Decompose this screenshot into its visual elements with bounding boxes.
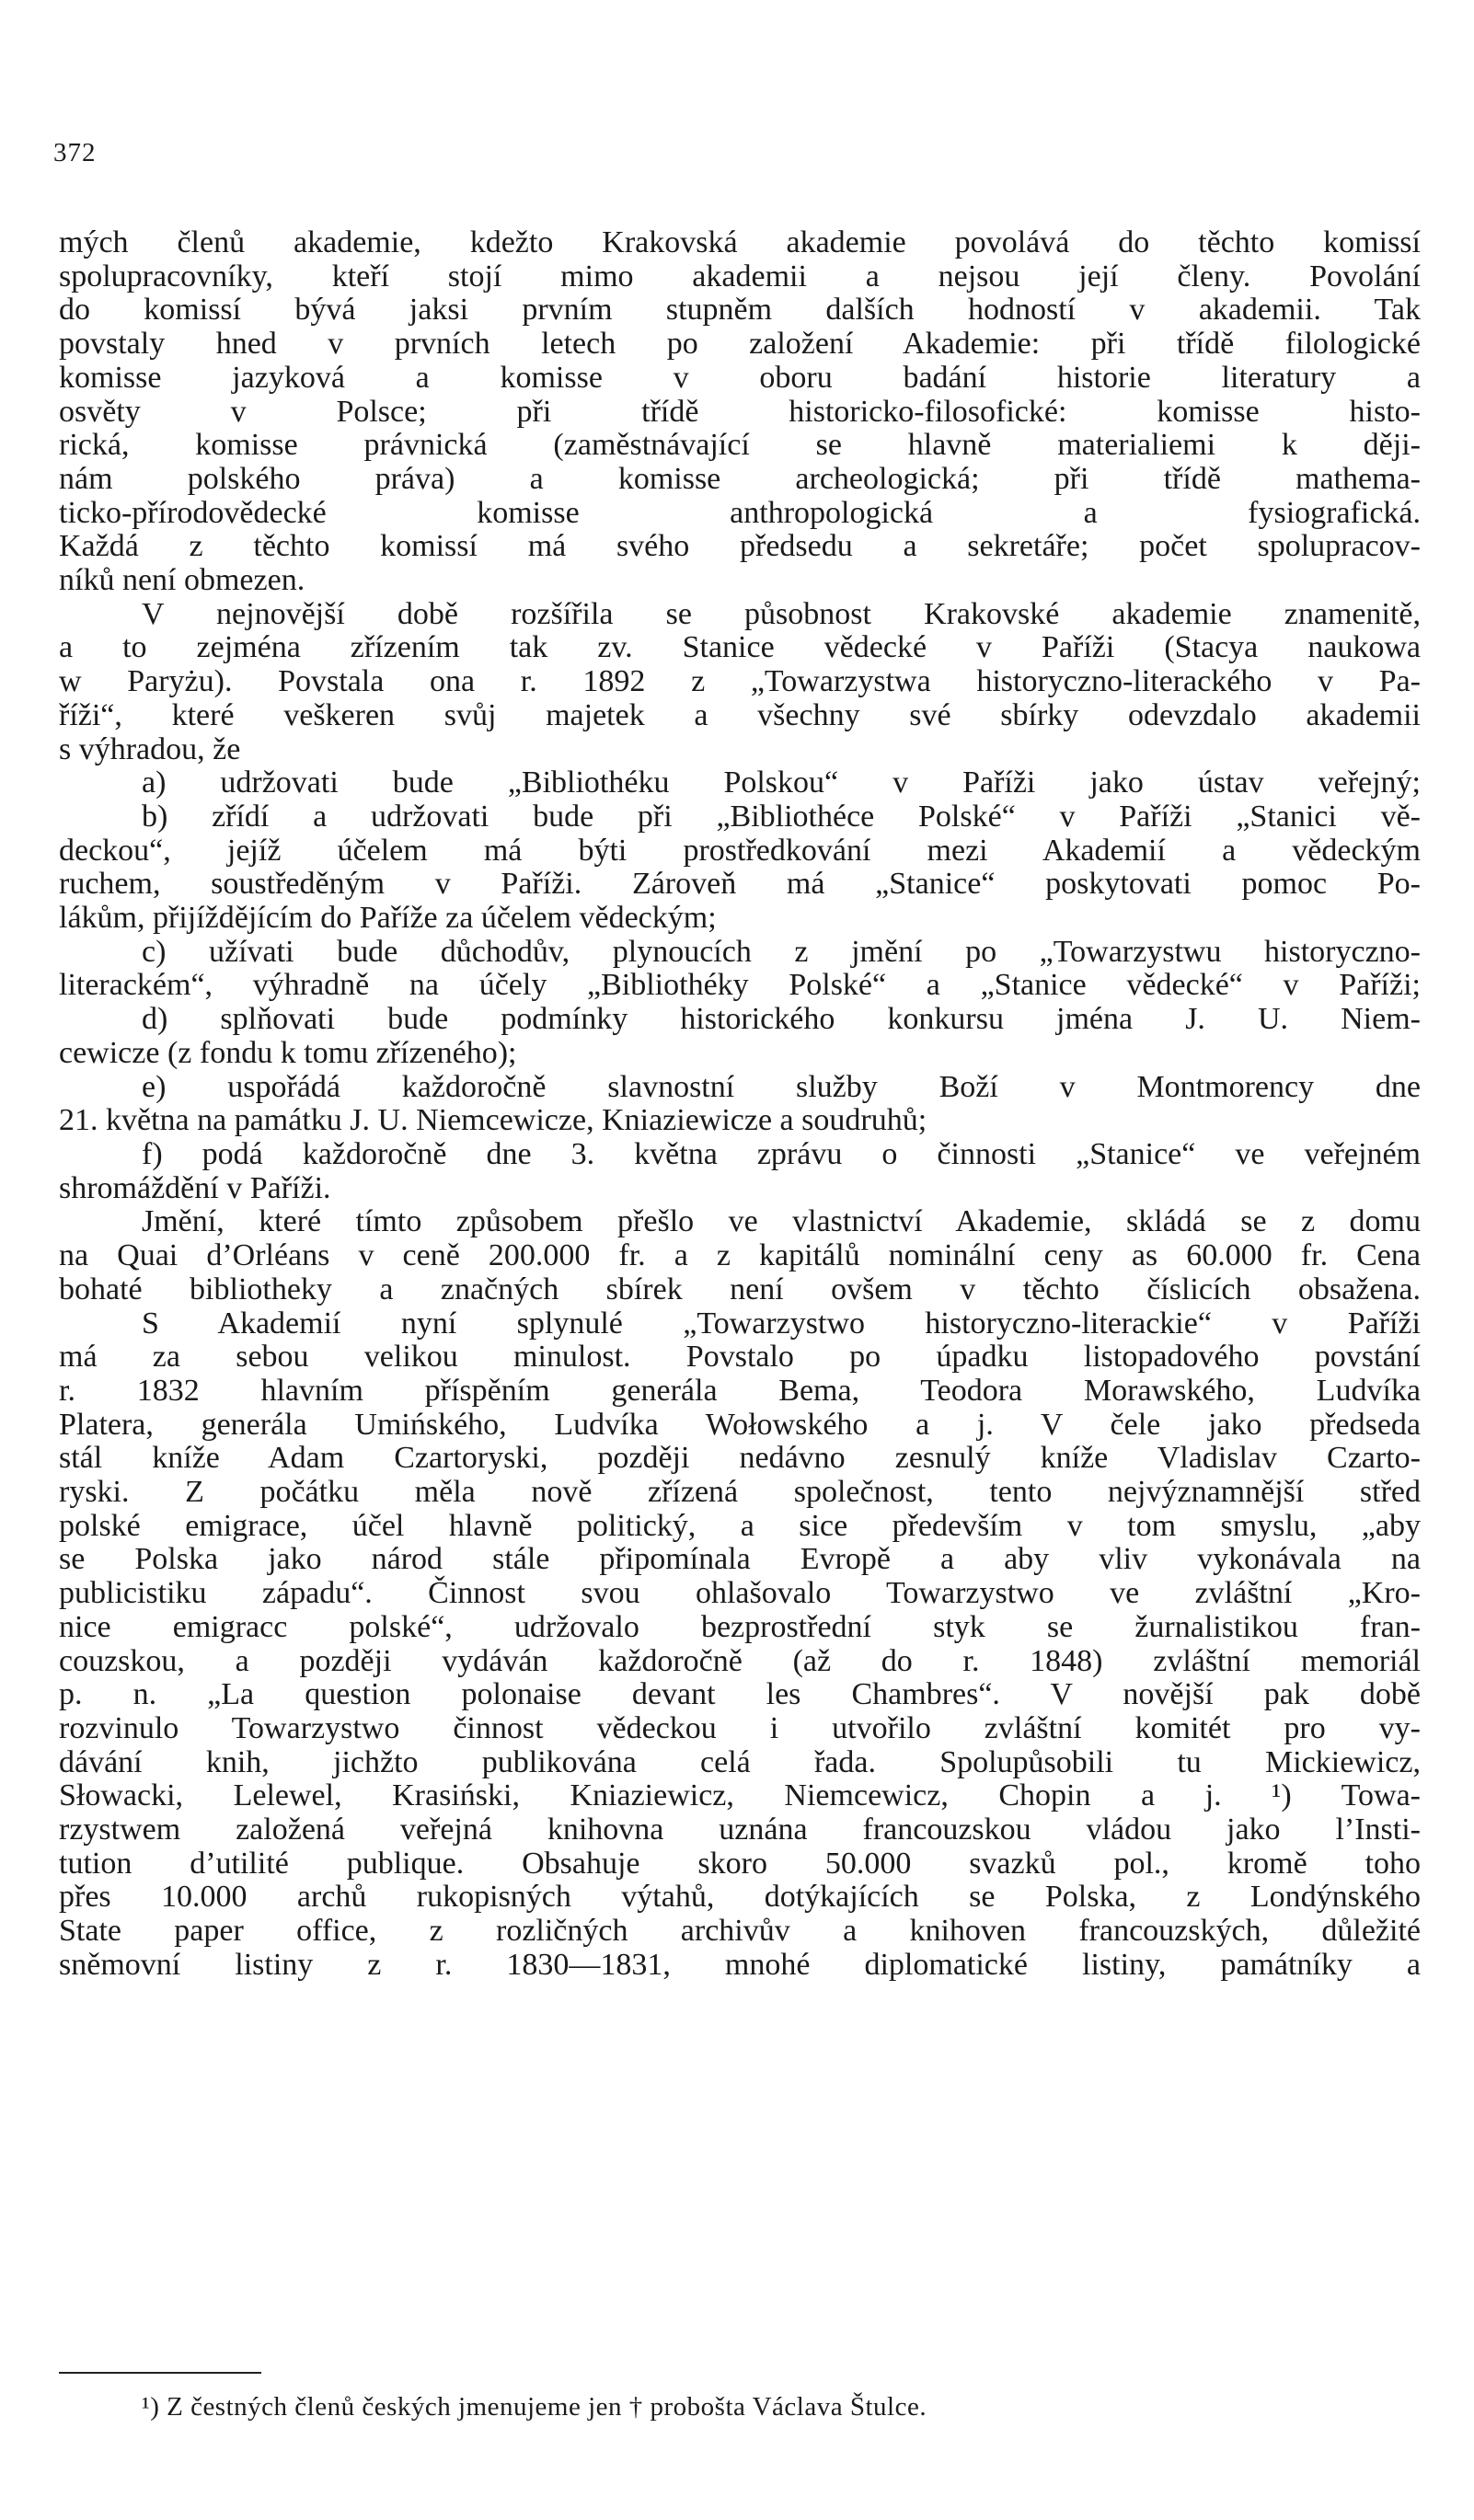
- text-line: ruchem, soustředěným v Paříži. Zároveň má „Stanice“ poskytovati pomoc Po-: [59, 867, 1421, 902]
- text-line: literackém“, výhradně na účely „Bibliothéky Polské“ a „Stanice vědecké“ v Paříži;: [59, 968, 1421, 1003]
- text-line: komisse jazyková a komisse v oboru badání historie literatury a: [59, 360, 1421, 395]
- page-number: 372: [53, 138, 97, 167]
- text-line: nám polského práva) a komisse archeologická; při třídě mathema-: [59, 461, 1421, 496]
- text-line: ticko-přírodovědecké komisse anthropologická a fysiografická.: [59, 495, 1421, 530]
- text-line: s výhradou, že: [59, 731, 241, 766]
- text-line: couzskou, a později vydáván každoročně (až do r. 1848) zvláštní memoriál: [59, 1643, 1421, 1678]
- list-item: f) podá každoročně dne 3. května zprávu o činnosti „Stanice“ ve veřejném: [142, 1136, 1421, 1171]
- text-line: rozvinulo Towarzystwo činnost vědeckou i utvořilo zvláštní komitét pro vy-: [59, 1710, 1421, 1745]
- text-line: říži“, které veškeren svůj majetek a všechny své sbírky odevzdalo akademii: [59, 697, 1421, 732]
- text-line: lákům, přijíždějícím do Paříže za účelem vědeckým;: [59, 901, 717, 936]
- text-line: do komissí bývá jaksi prvním stupněm dalších hodností v akademii. Tak: [59, 293, 1421, 328]
- text-line: 21. května na památku J. U. Niemcewicze, Kniaziewicze a soudruhů;: [59, 1103, 927, 1138]
- list-item: a) udržovati bude „Bibliothéku Polskou“ v Paříži jako ústav veřejný;: [142, 765, 1421, 800]
- text-line: osvěty v Polsce; při třídě historicko-filosofické: komisse histo-: [59, 394, 1421, 429]
- text-line: p. n. „La question polonaise devant les Chambres“. V novější pak době: [59, 1677, 1421, 1712]
- footnote-rule: [59, 2372, 261, 2374]
- text-line: bohaté bibliotheky a značných sbírek není ovšem v těchto číslicích obsažena.: [59, 1272, 1421, 1306]
- text-line: na Quai d’Orléans v ceně 200.000 fr. a z kapitálů nominální ceny as 60.000 fr. Cena: [59, 1238, 1421, 1273]
- text-line: Platera, generála Umińského, Ludvíka Wołowského a j. V čele jako předseda: [59, 1407, 1421, 1442]
- text-line: S Akademií nyní splynulé „Towarzystwo historyczno-literackie“ v Paříži: [142, 1306, 1421, 1341]
- text-line: w Paryżu). Povstala ona r. 1892 z „Towarzystwa historyczno-literackého v Pa-: [59, 664, 1421, 699]
- text-line: cewicze (z fondu k tomu zřízeného);: [59, 1035, 517, 1070]
- text-line: mých členů akademie, kdežto Krakovská akademie povolává do těchto komissí: [59, 225, 1421, 259]
- text-line: rzystwem založená veřejná knihovna uznána francouzskou vládou jako l’Insti-: [59, 1812, 1421, 1847]
- list-item: c) užívati bude důchodův, plynoucích z jmění po „Towarzystwu historyczno-: [142, 934, 1421, 969]
- text-line: má za sebou velikou minulost. Povstalo po úpadku listopadového povstání: [59, 1340, 1421, 1375]
- list-item: d) splňovati bude podmínky historického konkursu jména J. U. Niem-: [142, 1002, 1421, 1037]
- text-line: přes 10.000 archů rukopisných výtahů, dotýkajících se Polska, z Londýnského: [59, 1880, 1421, 1915]
- text-line: V nejnovější době rozšířila se působnost Krakovské akademie znamenitě,: [142, 596, 1421, 631]
- text-line: Słowacki, Lelewel, Krasiński, Kniaziewicz, Niemcewicz, Chopin a j. ¹) Towa-: [59, 1778, 1421, 1813]
- text-line: Každá z těchto komissí má svého předsedu a sekretáře; počet spolupracov-: [59, 529, 1421, 564]
- text-line: povstaly hned v prvních letech po založení Akademie: při třídě filologické: [59, 327, 1421, 362]
- text-line: ryski. Z počátku měla nově zřízená společnost, tento nejvýznamnější střed: [59, 1475, 1421, 1510]
- footnote: ¹) Z čestných členů českých jmenujeme jen † probošta Václava Štulce.: [142, 2392, 927, 2422]
- list-item: b) zřídí a udržovati bude při „Bibliothéce Polské“ v Paříži „Stanici vě-: [142, 799, 1421, 834]
- text-line: tution d’utilité publique. Obsahuje skoro 50.000 svazků pol., kromě toho: [59, 1846, 1421, 1881]
- text-line: r. 1832 hlavním příspěním generála Bema, Teodora Morawského, Ludvíka: [59, 1373, 1421, 1408]
- text-line: dávání knih, jichžto publikována celá řada. Spolupůsobili tu Mickiewicz,: [59, 1744, 1421, 1779]
- text-line: a to zejména zřízením tak zv. Stanice vědecké v Paříži (Stacya naukowa: [59, 630, 1421, 665]
- text-line: State paper office, z rozličných archivův a knihoven francouzských, důležité: [59, 1914, 1421, 1949]
- text-line: níků není obmezen.: [59, 563, 305, 598]
- text-line: publicistiku západu“. Činnost svou ohlašovalo Towarzystwo ve zvláštní „Kro-: [59, 1576, 1421, 1611]
- text-line: rická, komisse právnická (zaměstnávající se hlavně materialiemi k ději-: [59, 428, 1421, 463]
- text-line: polské emigrace, účel hlavně politický, a sice především v tom smyslu, „aby: [59, 1508, 1421, 1543]
- text-line: Jmění, které tímto způsobem přešlo ve vlastnictví Akademie, skládá se z domu: [142, 1204, 1421, 1239]
- body-text: [59, 226, 1421, 1983]
- text-line: se Polska jako národ stále připomínala Evropě a aby vliv vykonávala na: [59, 1542, 1421, 1577]
- text-line: nice emigracc polské“, udržovalo bezprostřední styk se žurnalistikou fran-: [59, 1609, 1421, 1644]
- text-line: sněmovní listiny z r. 1830—1831, mnohé diplomatické listiny, památníky a: [59, 1947, 1421, 1982]
- text-line: spolupracovníky, kteří stojí mimo akademii a nejsou její členy. Povolání: [59, 259, 1421, 293]
- list-item: e) uspořádá každoročně slavnostní služby Boží v Montmorency dne: [142, 1069, 1421, 1104]
- text-line: shromáždění v Paříži.: [59, 1170, 331, 1205]
- text-line: stál kníže Adam Czartoryski, později nedávno zesnulý kníže Vladislav Czarto-: [59, 1441, 1421, 1476]
- text-line: deckou“, jejíž účelem má býti prostředkování mezi Akademií a vědeckým: [59, 833, 1421, 868]
